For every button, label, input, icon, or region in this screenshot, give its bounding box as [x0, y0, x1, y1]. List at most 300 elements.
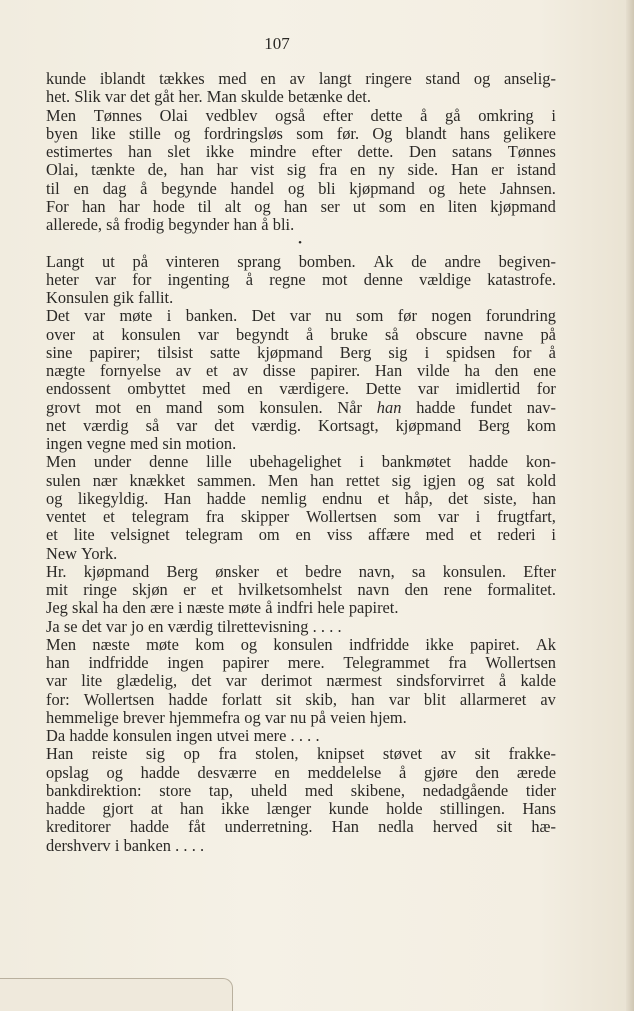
text-line — [46, 417, 556, 435]
word: det — [214, 415, 235, 435]
word: satans — [451, 142, 493, 161]
word: velsignet — [110, 525, 170, 545]
word: hadde — [416, 397, 456, 417]
word: navne — [484, 324, 524, 344]
word: glædelig, — [116, 671, 178, 691]
word: var — [105, 616, 127, 636]
word: . — [329, 616, 334, 636]
word: Hans — [522, 799, 556, 818]
word: vinteren — [165, 251, 220, 271]
text-line — [46, 344, 556, 362]
word: konsulen — [112, 726, 172, 745]
word: å — [261, 215, 269, 234]
word: å — [399, 762, 407, 782]
word: skulde — [241, 87, 284, 107]
word: . — [183, 835, 188, 855]
word: Den — [409, 142, 437, 161]
word: ny — [378, 160, 395, 180]
word: et — [211, 580, 223, 599]
word: tækkes — [159, 69, 205, 88]
word: allarmeret — [459, 689, 527, 709]
word: han — [310, 470, 334, 490]
word: sit — [474, 744, 491, 764]
word: Olai, — [46, 160, 79, 180]
word: For — [46, 196, 69, 216]
text-line — [46, 800, 556, 818]
word: se — [63, 616, 78, 636]
word: . — [298, 726, 303, 745]
paragraph — [46, 727, 556, 745]
word: og — [46, 488, 63, 508]
word: i — [551, 525, 556, 545]
word: sig — [145, 744, 166, 764]
text-line — [46, 599, 556, 617]
word: av — [289, 69, 306, 88]
word: værdig. — [251, 415, 301, 435]
paragraph — [46, 745, 556, 855]
word: denne — [149, 452, 189, 472]
word: værdig — [83, 415, 129, 435]
word: nedadgående — [422, 780, 509, 800]
word: underretning. — [224, 817, 313, 837]
word: endnu — [322, 488, 363, 508]
text-line — [46, 326, 556, 344]
word: sit — [275, 689, 292, 709]
word: møte — [119, 306, 153, 326]
word: hadde — [129, 817, 169, 837]
word: Berg — [166, 561, 199, 581]
word: er — [183, 580, 196, 599]
word: stille — [128, 123, 161, 143]
word: den — [404, 580, 429, 599]
word: dette. — [357, 142, 394, 161]
word: over — [46, 324, 76, 344]
word: konsulen — [121, 324, 181, 344]
word: hadde — [168, 689, 208, 709]
word: bli. — [272, 215, 295, 234]
word: i — [166, 306, 172, 326]
word: omkring — [478, 105, 534, 125]
word: ære — [150, 598, 174, 618]
paragraph — [46, 618, 556, 636]
word: om — [258, 525, 280, 545]
word: en — [135, 397, 152, 417]
word: på — [540, 324, 556, 344]
word: som — [393, 507, 421, 526]
word: Ja — [46, 616, 60, 636]
word: ikke — [221, 799, 250, 818]
text-line — [46, 709, 556, 727]
word: handel — [230, 178, 275, 198]
word: Dette — [365, 379, 402, 399]
word: begynder — [168, 215, 230, 234]
word: støvet — [382, 744, 423, 764]
word: Efter — [523, 561, 556, 581]
word: ingen — [167, 653, 204, 672]
word: lite — [81, 671, 103, 691]
word: store — [159, 780, 192, 800]
text-line — [46, 526, 556, 544]
word: andre — [444, 251, 481, 271]
word: kjøpmand — [83, 561, 150, 581]
word: hvilketsomhelst — [238, 580, 343, 599]
word: betænke — [288, 87, 343, 107]
word: og — [288, 178, 305, 198]
word: han — [283, 196, 308, 216]
word: et — [377, 488, 390, 508]
word: Berg — [339, 342, 372, 362]
word: å — [140, 178, 148, 198]
word: han — [180, 799, 204, 818]
word: hans — [459, 123, 490, 143]
text-line — [46, 618, 556, 636]
word: på — [310, 707, 327, 727]
word: Man — [206, 87, 237, 107]
word: sat — [496, 470, 515, 490]
word: også — [275, 105, 306, 125]
word: gåt — [154, 87, 175, 107]
word: bedre — [305, 561, 342, 581]
word: fallit. — [138, 288, 174, 307]
word: en — [419, 196, 435, 216]
word: med — [304, 780, 334, 800]
word: Langt — [46, 251, 85, 271]
word: . — [315, 726, 320, 745]
word: . — [290, 726, 295, 745]
word: håp, — [404, 488, 433, 508]
word: de, — [147, 160, 168, 180]
word: i — [424, 342, 430, 362]
word: stand — [425, 69, 461, 88]
word: et — [102, 507, 115, 526]
word: værdig — [167, 616, 214, 636]
word: fra — [205, 507, 225, 526]
word: i — [178, 598, 183, 618]
text-line — [46, 180, 556, 198]
word: var — [104, 87, 126, 107]
word: næste — [92, 634, 130, 654]
word: ikke — [205, 142, 235, 161]
word: papirer. — [310, 361, 361, 380]
word: hode — [152, 196, 185, 216]
word: med — [129, 434, 159, 453]
word: net — [46, 415, 67, 435]
word: en — [274, 762, 290, 782]
word: hadde — [206, 488, 246, 508]
text-line — [46, 490, 556, 508]
word: hete — [458, 178, 487, 198]
section-separator: • — [298, 237, 302, 250]
text-line — [46, 70, 556, 88]
word: vedblev — [205, 105, 258, 125]
text-line — [46, 453, 556, 471]
word: nægte — [46, 361, 86, 380]
word: mot — [321, 269, 348, 289]
word: kon- — [525, 452, 556, 472]
paragraph — [46, 253, 556, 308]
word: kom — [526, 415, 556, 435]
word: rene — [443, 580, 472, 599]
word: sig — [286, 160, 307, 180]
word: papiret. — [469, 634, 520, 654]
word: Slik — [74, 87, 101, 107]
word: ringe — [83, 580, 117, 599]
word: banken. — [185, 306, 238, 326]
word: er — [491, 160, 504, 180]
word: sa — [411, 561, 426, 581]
word: mot — [95, 397, 121, 417]
word: i — [114, 835, 120, 855]
word: gik — [113, 288, 134, 307]
text-line — [46, 654, 556, 672]
word: ut — [102, 251, 115, 271]
word: til — [197, 196, 212, 216]
word: spidsen — [446, 342, 496, 362]
word: indfri — [276, 598, 314, 618]
word: Men — [267, 470, 299, 490]
word: . — [175, 835, 180, 855]
word: Han — [163, 488, 192, 508]
word: . — [337, 616, 342, 636]
word: rettet — [345, 470, 380, 490]
word: Wollertsen — [83, 689, 155, 709]
word: uheld — [250, 780, 288, 800]
word: knipset — [316, 744, 365, 764]
word: holde — [386, 799, 423, 818]
word: å — [548, 342, 556, 362]
word: Men — [46, 452, 77, 472]
word: ringere — [365, 69, 412, 88]
word: med — [218, 69, 247, 88]
word: det — [130, 87, 151, 107]
word: fra — [448, 653, 467, 672]
word: heter — [46, 269, 79, 289]
word: i — [359, 452, 364, 472]
word: dette — [370, 105, 403, 125]
word: for — [132, 269, 152, 289]
word: ærede — [516, 762, 556, 782]
word: papirer; — [89, 342, 141, 362]
word: New — [46, 543, 77, 563]
text-line — [46, 88, 556, 106]
word: Kortsagt, — [318, 415, 379, 435]
word: ønsker — [215, 561, 259, 581]
word: lite — [73, 525, 95, 545]
word: og — [240, 634, 258, 654]
word: regne — [269, 269, 306, 289]
text-line — [46, 216, 556, 234]
page-number: 107 — [264, 34, 290, 53]
word: i — [551, 105, 556, 125]
text-line — [46, 818, 556, 836]
word: en — [73, 178, 89, 198]
word: mindre — [249, 142, 297, 161]
word: gjøre — [424, 762, 458, 782]
word: og — [244, 707, 261, 727]
word: et — [205, 361, 218, 380]
word: denne — [363, 269, 403, 289]
word: Ak — [373, 251, 394, 271]
word: hæ- — [531, 817, 556, 837]
word: fra — [218, 744, 237, 764]
word: her. — [178, 87, 203, 107]
word: alt — [224, 196, 242, 216]
word: navn, — [358, 561, 395, 581]
word: han — [233, 215, 258, 234]
word: en — [295, 525, 311, 545]
word: motion. — [185, 434, 237, 453]
word: ventet — [46, 507, 87, 526]
word: stillingen. — [439, 799, 505, 818]
word: Hr. — [46, 561, 67, 581]
word: bankmøtet — [381, 452, 451, 472]
word: mit — [46, 580, 68, 599]
word: en — [247, 379, 263, 399]
word: var — [84, 306, 106, 326]
word: Telegrammet — [343, 653, 430, 672]
text-line — [46, 307, 556, 325]
word: længer — [266, 799, 312, 818]
word: sammen. — [197, 470, 256, 490]
word: som — [296, 123, 324, 143]
text-line — [46, 253, 556, 271]
text-line — [46, 508, 556, 526]
word: kreditorer — [46, 817, 111, 837]
word: jo — [131, 616, 144, 636]
word: og — [254, 196, 271, 216]
word: og — [467, 470, 485, 490]
word: Og — [372, 123, 393, 143]
word: hjem. — [369, 707, 407, 727]
word: hadde — [69, 726, 109, 745]
word: . — [320, 616, 325, 636]
word: op — [183, 744, 200, 764]
word: det — [448, 488, 469, 508]
word: tider — [525, 780, 556, 800]
word: var — [197, 324, 219, 344]
paragraph — [46, 307, 556, 453]
word: lille — [206, 452, 232, 472]
word: Når — [337, 397, 362, 417]
word: Han — [46, 744, 74, 764]
word: han — [128, 142, 152, 161]
word: kjøpmand — [349, 178, 415, 198]
word: sin — [162, 434, 182, 453]
word: obscure — [415, 324, 467, 344]
word: av — [540, 689, 556, 709]
word: kold — [526, 470, 556, 490]
word: papirer — [222, 653, 269, 672]
word: en — [260, 69, 276, 88]
word: var — [176, 415, 198, 435]
word: å — [498, 671, 507, 691]
text-line — [46, 143, 556, 161]
word: for: — [46, 689, 70, 709]
word: av — [440, 744, 457, 764]
word: til — [46, 178, 60, 198]
word: formalitet. — [487, 580, 556, 599]
word: estimertes — [46, 142, 113, 161]
text-line — [46, 198, 556, 216]
word: frodig — [124, 215, 165, 234]
word: med — [202, 379, 231, 399]
word: . — [312, 616, 317, 636]
word: nogen — [431, 306, 472, 326]
word: konsulen. — [442, 561, 507, 581]
word: affære — [368, 525, 410, 545]
word: sine — [46, 342, 73, 362]
paper-fold — [0, 978, 233, 1011]
text-line — [46, 764, 556, 782]
word: konsulen — [273, 634, 333, 654]
word: var — [46, 671, 67, 691]
word: het. — [46, 87, 71, 107]
word: sindsforvirret — [396, 671, 485, 691]
word: ingenting — [167, 269, 230, 289]
word: kunde — [46, 69, 87, 88]
word: . — [191, 835, 196, 855]
word: Men — [46, 105, 77, 125]
word: den — [494, 361, 519, 380]
word: kjøpmand — [395, 415, 462, 435]
word: var — [289, 306, 311, 326]
text-line — [46, 435, 556, 453]
word: kunde — [328, 799, 369, 818]
word: sprang — [237, 251, 281, 271]
text-line — [46, 691, 556, 709]
word: igjen — [423, 470, 456, 490]
word: York. — [81, 543, 118, 563]
word: skibene, — [350, 780, 405, 800]
word: forundring — [485, 306, 556, 326]
word: navn — [357, 580, 390, 599]
word: et — [276, 561, 288, 581]
word: var — [417, 379, 439, 399]
word: før. — [336, 123, 360, 143]
word: Det — [46, 306, 70, 326]
word: satte — [210, 342, 241, 362]
text-line — [46, 727, 556, 745]
word: stolen, — [255, 744, 299, 764]
word: bli — [318, 178, 336, 198]
word: istand — [516, 160, 556, 180]
word: næste — [186, 598, 225, 618]
text-line — [46, 125, 556, 143]
paragraph — [46, 636, 556, 727]
word: han — [81, 196, 106, 216]
word: var — [437, 507, 459, 526]
word: kjøpmand — [257, 342, 323, 362]
word: konsulen. — [259, 397, 323, 417]
word: gjort — [102, 799, 134, 818]
word: siste, — [483, 488, 517, 508]
word: Wollertsen — [306, 507, 377, 526]
word: skipper — [241, 507, 290, 526]
text-line — [46, 271, 556, 289]
word: blandt — [405, 123, 447, 143]
word: allerede, — [46, 215, 102, 234]
word: de — [411, 251, 427, 271]
word: ut — [352, 196, 366, 216]
word: hadde — [140, 762, 180, 782]
word: en — [147, 616, 164, 636]
word: indfridde — [348, 634, 410, 654]
word: liten — [447, 196, 478, 216]
word: fornyelse — [99, 361, 161, 380]
word: nav- — [526, 397, 556, 417]
word: papiret. — [348, 598, 399, 618]
word: banken — [123, 835, 171, 855]
